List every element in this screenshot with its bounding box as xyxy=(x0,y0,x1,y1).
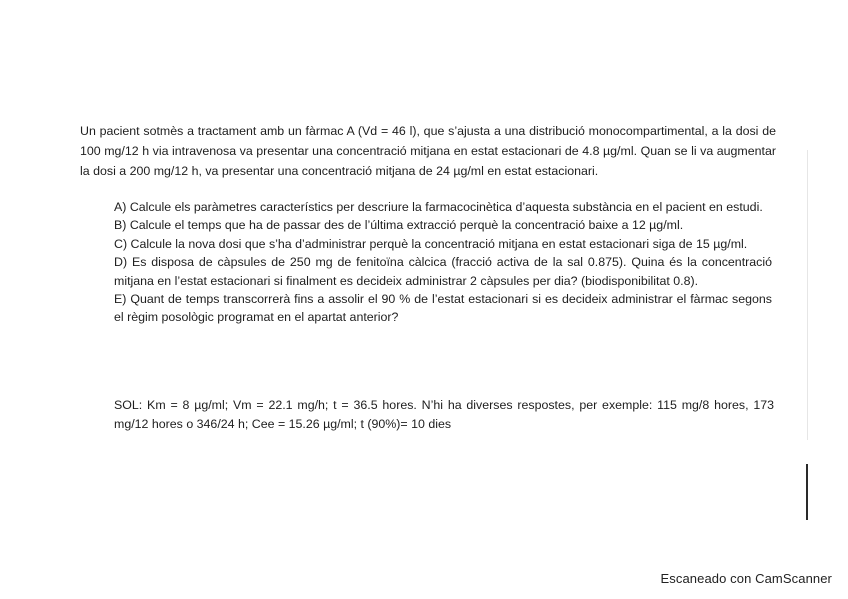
solution-text: SOL: Km = 8 µg/ml; Vm = 22.1 mg/h; t = 36.5 hores. N’hi ha diverses respostes, per exemple: 115 mg/8 hores, 173 mg/12 hores o 346/24 h; Cee = 15.26 µg/ml; t (90%)= 10 dies xyxy=(114,398,774,431)
question-c: C) Calcule la nova dosi que s’ha d’administrar perquè la concentració mitjana en estat estacionari siga de 15 µg/ml. xyxy=(114,236,748,251)
question-b: B) Calcule el temps que ha de passar des de l’última extracció perquè la concentració baixe a 12 µg/ml. xyxy=(114,218,684,233)
scan-edge-shadow xyxy=(807,150,808,440)
question-d: D) Es disposa de càpsules de 250 mg de fenitoïna càlcica (fracció activa de la sal 0.875). Quina és la concentració mitjana en l’estat estacionari si finalment es decideix administrar 2 càpsules per dia? (biodisponibilitat 0.8). xyxy=(114,255,772,288)
problem-statement: Un pacient sotmès a tractament amb un fàrmac A (Vd = 46 l), que s’ajusta a una distribució monocompartimental, a la dosi de 100 mg/12 h via intravenosa va presentar una concentració mitjana en estat estacionari de 4.8 µg/ml. Quan se li va augmentar la dosi a 200 mg/12 h, va presentar una concentració mitjana de 24 µg/ml en estat estacionari. xyxy=(80,124,776,178)
question-a: A) Calcule els paràmetres característics per descriure la farmacocinètica d’aquesta substància en el pacient en estudi. xyxy=(114,200,763,214)
camscanner-watermark: Escaneado con CamScanner xyxy=(660,571,832,586)
question-list xyxy=(114,198,772,327)
scan-edge-line xyxy=(806,464,808,520)
question-e: E) Quant de temps transcorrerà fins a assolir el 90 % de l’estat estacionari si es decideix administrar el fàrmac segons el règim posològic programat en el apartat anterior? xyxy=(114,292,772,325)
